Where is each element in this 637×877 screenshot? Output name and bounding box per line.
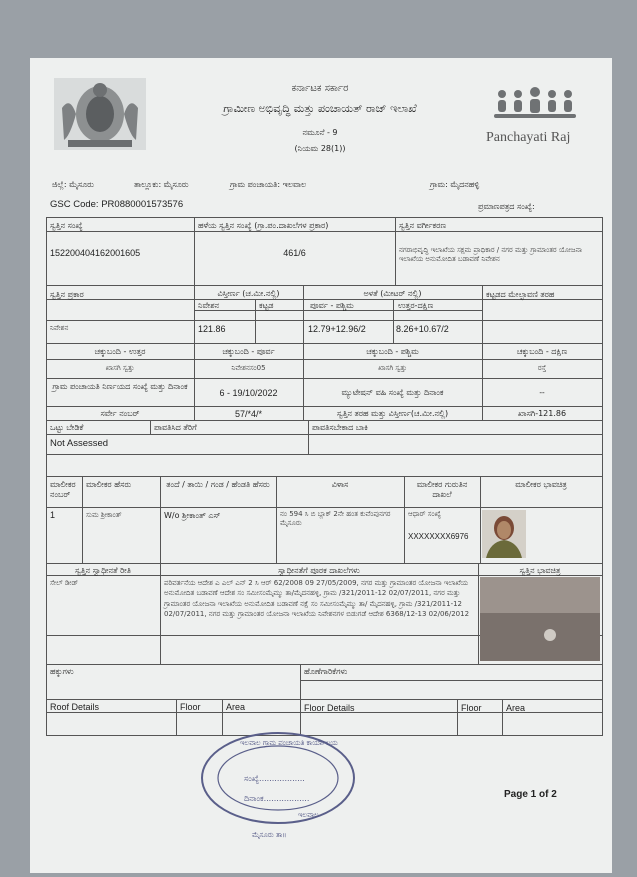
property-type-header: ಸ್ವತ್ತಿನ ಪ್ರಕಾರ: [50, 290, 84, 299]
gsc-code: GSC Code: PR0880001573576: [50, 199, 184, 210]
floor-number-header: Floor: [461, 703, 482, 713]
owner-id-type: ಆಧಾರ್ ಸಂಖ್ಯೆ: [408, 510, 441, 518]
page-number: Page 1 of 2: [504, 789, 557, 800]
south-boundary: ರಸ್ತೆ: [537, 364, 547, 372]
certificate-sheet: [30, 58, 612, 873]
address-header: ವಿಳಾಸ: [331, 480, 349, 489]
balance-due-header: ಪಾವತಿಸಬೇಕಾದ ಬಾಕಿ: [312, 423, 368, 432]
certificate-number-label: ಪ್ರಮಾಣಪತ್ರದ ಸಂಖ್ಯೆ:: [478, 202, 535, 211]
east-west-value: 12.79+12.96/2: [308, 324, 366, 334]
south-boundary-header: ಚಕ್ಕುಬಂದಿ - ದಕ್ಷಿಣ: [516, 347, 568, 356]
property-class-header: ಸ್ವತ್ತಿನ ವರ್ಗೀಕರಣ: [399, 221, 447, 230]
north-boundary-header: ಚಕ್ಕುಬಂದಿ - ಉತ್ತರ: [94, 347, 146, 356]
seal-date-label: ದಿನಾಂಕ..................: [244, 794, 310, 803]
seal-outer-text: ಇಲವಾಲ ಗ್ರಾಮ ಪಂಚಾಯತಿ ಕಾರ್ಯಾಲಯ: [240, 739, 338, 747]
property-number: 152200404162001605: [50, 248, 141, 258]
dimension-header: ಅಳತೆ (ಮೀಟರ್ ನಲ್ಲಿ): [363, 289, 422, 298]
north-boundary: ಖಾಸಗಿ ಸ್ವತ್ತು: [105, 364, 135, 372]
property-type: ನಿವೇಶನ: [50, 324, 69, 332]
possession-docs-header: ಸ್ವಾಧೀನತೆಗೆ ಪೂರಕ ದಾಖಲೆಗಳು: [278, 566, 360, 575]
possession-method-header: ಸ್ವತ್ತಿನ ಸ್ವಾಧೀನತೆ ರೀತಿ: [75, 566, 131, 575]
owner-number: 1: [50, 510, 56, 520]
tax-paid-header: ಪಾವತಿಸಿದ ತೆರಿಗೆ: [154, 423, 197, 432]
site-area: 121.86: [198, 324, 226, 334]
seal-number-label: ಸಂಖ್ಯೆ..................: [244, 774, 305, 783]
panchayati-raj-logo-text: Panchayati Raj: [486, 130, 571, 145]
tax-status: Not Assessed: [50, 438, 109, 449]
property-photo: [480, 577, 600, 661]
owner-id-header: ಮಾಲೀಕರ ಗುರುತಿನ ದಾಖಲೆ: [416, 480, 468, 499]
property-class: ನಗರಾಭಿವೃದ್ಧಿ ಇಲಾಖೆಯ ಸಕ್ಷಮ ಪ್ರಾಧಿಕಾರ / ನಗರ ಮತ್ತು ಗ್ರಾಮಾಂತರ ಯೋಜನಾ ಇಲಾಖೆಯ ಅನುಮೋದಿತ ಬಡಾವಣೆ ನಿವೇಶನ: [399, 246, 582, 263]
owner-photo: [482, 510, 526, 558]
west-boundary-header: ಚಕ್ಕುಬಂದಿ - ಪಶ್ಚಿಮ: [366, 347, 419, 356]
total-demand-header: ಒಟ್ಟು ಬೇಡಿಕೆ: [50, 423, 84, 432]
site-area-header: ನಿವೇಶನ: [198, 301, 220, 310]
owner-address: ನಂ 594 ಸಿ ಬಿ ಬ್ಲಾಕ್ 2ನೇ ಹಂತ ಕುವೆಂಪುನಗರ ಮೈಸೂರು: [280, 510, 391, 527]
roof-details-header: Roof Details: [50, 702, 100, 712]
seal-name: ಇಲವಾಲ: [298, 811, 319, 819]
area-header: ವಿಸ್ತೀರ್ಣ (ಚ.ಮೀ.ನಲ್ಲಿ): [217, 289, 280, 298]
roof-floor-header: Floor: [180, 702, 201, 712]
north-south-header: ಉತ್ತರ-ದಕ್ಷಿಣ: [398, 301, 434, 310]
owner-name: ಸುಮ ಶ್ರೀಕಾಂತ್: [86, 511, 122, 519]
possession-method: ಸೇಲ್ ಡೀಡ್: [50, 579, 79, 587]
state-name: ಕರ್ನಾಟಕ ಸರ್ಕಾರ: [291, 83, 349, 94]
panchayati-raj-logo-icon: [490, 86, 580, 126]
east-west-header: ಪೂರ್ವ - ಪಶ್ಚಿಮ: [310, 301, 354, 310]
owner-photo-header: ಮಾಲೀಕರ ಭಾವಚಿತ್ರ: [515, 480, 567, 489]
east-boundary: ನಿವೇಶನಸಂ05: [231, 364, 266, 372]
district: ಜಿಲ್ಲೆ: ಮೈಸೂರು: [52, 180, 94, 189]
old-property-number: 461/6: [283, 248, 306, 258]
owner-number-header: ಮಾಲೀಕರ ನಂಬರ್: [50, 480, 76, 499]
property-number-header: ಸ್ವತ್ತಿನ ಸಂಖ್ಯೆ: [50, 221, 83, 230]
property-photo-header: ಸ್ವತ್ತಿನ ಭಾವಚಿತ್ರ: [519, 566, 561, 575]
survey-number: 57/*4/*: [234, 409, 263, 419]
gp-resolution-header: ಗ್ರಾಮ ಪಂಚಾಯತಿ ನಿರ್ಣಯದ ಸಂಖ್ಯೆ ಮತ್ತು ದಿನಾಂಕ: [52, 382, 188, 391]
karnataka-emblem-icon: [54, 78, 146, 150]
department-name: ಗ್ರಾಮೀಣ ಅಭಿವೃದ್ಧಿ ಮತ್ತು ಪಂಚಾಯತ್ ರಾಜ್ ಇಲಾಖೆ: [223, 102, 417, 115]
type-area-value: ಖಾಸಗಿ-121.86: [517, 409, 567, 418]
roof-area-header: Area: [226, 702, 246, 712]
mutation-value: --: [539, 388, 545, 397]
liabilities-header: ಹೊಣೆಗಾರಿಕೆಗಳು: [304, 667, 348, 676]
floor-area-header: Area: [506, 703, 526, 713]
type-area-header: ಸ್ವತ್ತಿನ ತರಹ ಮತ್ತು ವಿಸ್ತೀರ್ಣ(ಚ.ಮೀ.ನಲ್ಲಿ): [336, 409, 449, 418]
rights-header: ಹಕ್ಕುಗಳು: [50, 667, 74, 676]
gp-resolution: 6 - 19/10/2022: [219, 388, 278, 398]
possession-docs: ಪರಿವರ್ತನೆಯ ಆದೇಶ ಎ ಎಲ್ ಎನ್ 2 ಸಿ ಆರ್ 62/2008 09 27/05/2009, ನಗರ ಮತ್ತು ಗ್ರಾಮಾಂತರ ಯೋಜನಾ ಇಲಾಖೆಯ ಅನುಮೋದಿತ ಬಡಾವಣೆ ಆದೇಶ ಸಂ ಸಮೀಸಂಮೈಮ್ಮು ತಾ/ಮೈದನಹಳ್ಳಿ, ಗ್ರಾಮ /321/2011-12 02/07/2011, ನಗರ ಮತ್ತು ಗ್ರಾಮಾಂತರ ಯೋಜನಾ ಇಲಾಖೆಯ ಅನುಮೋದಿತ ಬಡಾವಣೆ ನಕ್ಷೆ ಸಂ ಸಮೀಸಂಮೈಮ್ಮು ತಾ/ ಮೈದನಹಳ್ಳಿ, ಗ್ರಾಮ /321/2011-12 02/07/2011, ನಗರ ಮತ್ತು ಗ್ರಾಮಾಂತರ ಯೋಜನಾ ಇಲಾಖೆಯ ನಿವೇಶನಗಳ ಬಿಡುಗಡೆ ಆದೇಶ 6368/12-13 02/06/2012: [164, 579, 470, 619]
seal-bottom-text: ಮೈಸೂರು ತಾ॥: [252, 831, 287, 839]
building-area-header: ಕಟ್ಟಡ: [259, 301, 274, 310]
taluk: ತಾಲ್ಲೂಕು: ಮೈಸೂರು: [134, 180, 189, 189]
east-boundary-header: ಚಕ್ಕುಬಂದಿ - ಪೂರ್ವ: [222, 347, 275, 356]
village: ಗ್ರಾಮ: ಮೈದನಹಳ್ಳಿ: [430, 180, 480, 189]
gram-panchayat: ಗ್ರಾಮ ಪಂಚಾಯತಿ: ಇಲವಾಲ: [230, 180, 307, 189]
survey-number-header: ಸರ್ವೇ ನಂಬರ್: [100, 409, 140, 418]
roof-type-header: ಕಟ್ಟಡದ ಮೇಲ್ಛಾವಣಿ ತರಹ: [486, 290, 555, 299]
relation-name-header: ತಂದೆ / ತಾಯಿ / ಗಂಡ / ಹೆಂಡತಿ ಹೆಸರು: [166, 480, 270, 489]
north-south-value: 8.26+10.67/2: [396, 324, 449, 334]
relation-name: W/o ಶ್ರೀಕಾಂತ್ ಎಸ್: [164, 511, 221, 520]
form-number: ನಮೂನೆ - 9: [302, 128, 338, 137]
floor-details-header: Floor Details: [304, 703, 355, 713]
old-property-number-header: ಹಳೆಯ ಸ್ವತ್ತಿನ ಸಂಖ್ಯೆ (ಗ್ರಾ.ಪಂ.ದಾಖಲೆಗಳ ಪ್ರಕಾರ): [198, 221, 329, 230]
mutation-header: ಮ್ಯುಟೇಷನ್ ವಹಿ ಸಂಖ್ಯೆ ಮತ್ತು ದಿನಾಂಕ: [341, 388, 444, 397]
owner-name-header: ಮಾಲೀಕರ ಹೆಸರು: [86, 480, 132, 489]
owner-id-number: XXXXXXXX6976: [408, 532, 469, 541]
west-boundary: ಖಾಸಗಿ ಸ್ವತ್ತು: [378, 364, 407, 372]
rule-number: (ನಿಯಮ 28(1)): [294, 144, 346, 153]
